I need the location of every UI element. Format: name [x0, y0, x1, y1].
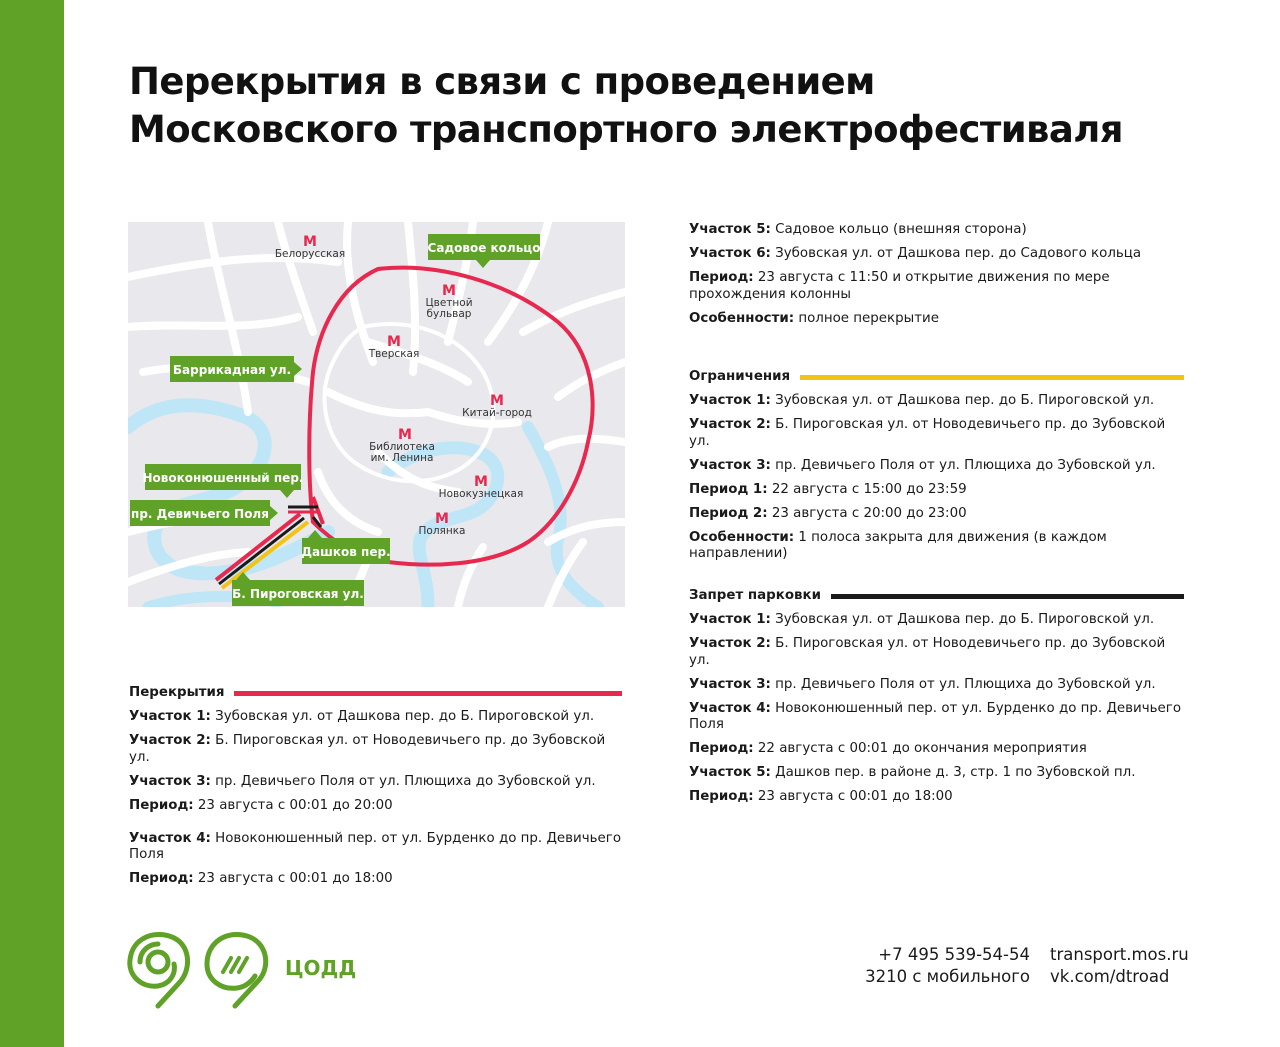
- brand-sidebar-bar: [0, 0, 64, 1047]
- parking-ban-header: Запрет парковки: [689, 588, 1184, 604]
- label-dashkov: Дашков пер.: [301, 545, 391, 559]
- info-row: Период 2: 23 августа с 20:00 до 23:00: [689, 505, 967, 521]
- closures-continued-section: [689, 222, 1184, 335]
- info-row: Особенности: 1 полоса закрыта для движения (в каждом направлении): [689, 529, 1107, 561]
- info-row: Участок 1: Зубовская ул. от Дашкова пер. до Б. Пироговской ул.: [689, 393, 1155, 408]
- label-sadovoe-koltso: Садовое кольцо: [427, 241, 541, 255]
- metro-icon: М: [387, 334, 401, 350]
- info-row: Участок 5: Садовое кольцо (внешняя сторона): [689, 222, 1027, 237]
- closures-section: [129, 685, 622, 895]
- metro-icon: М: [303, 234, 317, 250]
- info-row: Участок 4: Новоконюшенный пер. от ул. Бурденко до пр. Девичьего Поля: [129, 830, 622, 862]
- metro-belorusskaya: Белорусская: [274, 248, 346, 260]
- restrictions-header: Ограничения: [689, 369, 1184, 385]
- metro-polyanka: Полянка: [418, 525, 466, 537]
- website-link[interactable]: transport.mos.ru: [1050, 945, 1189, 964]
- metro-tverskaya: Тверская: [368, 348, 420, 360]
- info-row: Участок 3: пр. Девичьего Поля от ул. Плющиха до Зубовской ул.: [689, 457, 1156, 473]
- info-row: Период: 23 августа с 00:01 до 20:00: [129, 797, 393, 813]
- info-row: Участок 1: Зубовская ул. от Дашкова пер. до Б. Пироговской ул.: [689, 612, 1155, 627]
- info-row: Участок 3: пр. Девичьего Поля от ул. Плющиха до Зубовской ул.: [689, 676, 1156, 692]
- metro-icon: М: [442, 283, 456, 299]
- info-row: Участок 5: Дашков пер. в районе д. 3, стр. 1 по Зубовской пл.: [689, 765, 1136, 780]
- metro-biblioteka-2: им. Ленина: [370, 452, 434, 464]
- info-row: Период 1: 22 августа с 15:00 до 23:59: [689, 481, 967, 497]
- page-title: [129, 58, 1123, 154]
- label-barrikadnaya: Баррикадная ул.: [172, 363, 292, 377]
- info-row: Участок 4: Новоконюшенный пер. от ул. Бурденко до пр. Девичьего Поля: [689, 700, 1182, 732]
- metro-icon: М: [474, 474, 488, 490]
- metro-biblioteka-1: Библиотека: [369, 441, 435, 453]
- label-novokonyushenny: Новоконюшенный пер.: [142, 471, 304, 485]
- phone-contacts: [862, 944, 1030, 988]
- restrictions-section: [689, 369, 1184, 570]
- info-row: Участок 2: Б. Пироговская ул. от Новодевичьего пр. до Зубовской ул.: [129, 733, 606, 765]
- page-title-line-1: Перекрытия в связи с проведением: [129, 60, 875, 103]
- parking-ban-section: [689, 588, 1184, 813]
- parking-legend-line: [831, 594, 1184, 599]
- vk-link[interactable]: vk.com/dtroad: [1050, 967, 1170, 986]
- metro-icon: М: [435, 511, 449, 527]
- metro-icon: М: [398, 427, 412, 443]
- info-row: Участок 1: Зубовская ул. от Дашкова пер. до Б. Пироговской ул.: [129, 709, 595, 724]
- info-row: Период: 23 августа с 00:01 до 18:00: [129, 871, 393, 886]
- metro-icon: М: [490, 393, 504, 409]
- info-row: Участок 6: Зубовская ул. от Дашкова пер. до Садового кольца: [689, 246, 1142, 261]
- restrictions-legend-line: [800, 375, 1184, 380]
- moscow-transport-logo-icon: [126, 932, 190, 1010]
- codd-brand-name: ЦОДД: [285, 956, 357, 980]
- info-row: Участок 2: Б. Пироговская ул. от Новодевичьего пр. до Зубовской ул.: [689, 636, 1166, 668]
- closures-header: Перекрытия: [129, 685, 622, 701]
- phone-number[interactable]: +7 495 539-54-54: [878, 945, 1030, 964]
- web-contacts: [1050, 944, 1189, 988]
- metro-kitay-gorod: Китай-город: [462, 407, 532, 419]
- metro-tsvetnoy-2: бульвар: [426, 308, 472, 320]
- metro-novokuznetskaya: Новокузнецкая: [438, 488, 524, 500]
- info-row: Участок 3: пр. Девичьего Поля от ул. Плющиха до Зубовской ул.: [129, 773, 596, 789]
- label-pirogovskaya: Б. Пироговская ул.: [232, 587, 364, 601]
- closure-map: [128, 222, 625, 607]
- mobile-short-number[interactable]: 3210 с мобильного: [865, 967, 1030, 986]
- info-row: Период: 22 августа с 00:01 до окончания мероприятия: [689, 741, 1087, 756]
- codd-logo-icon: [203, 932, 271, 1010]
- page-title-line-2: Московского транспортного электрофестиваля: [129, 108, 1123, 151]
- info-row: Участок 2: Б. Пироговская ул. от Новодевичьего пр. до Зубовской ул.: [689, 417, 1166, 449]
- label-devichye-polya: пр. Девичьего Поля: [131, 507, 269, 521]
- info-row: Период: 23 августа с 00:01 до 18:00: [689, 789, 953, 804]
- closures-legend-line: [234, 691, 622, 696]
- metro-tsvetnoy-1: Цветной: [425, 297, 473, 309]
- info-row: Особенности: полное перекрытие: [689, 310, 939, 326]
- info-row: Период: 23 августа с 11:50 и открытие движения по мере прохождения колонны: [689, 270, 1110, 302]
